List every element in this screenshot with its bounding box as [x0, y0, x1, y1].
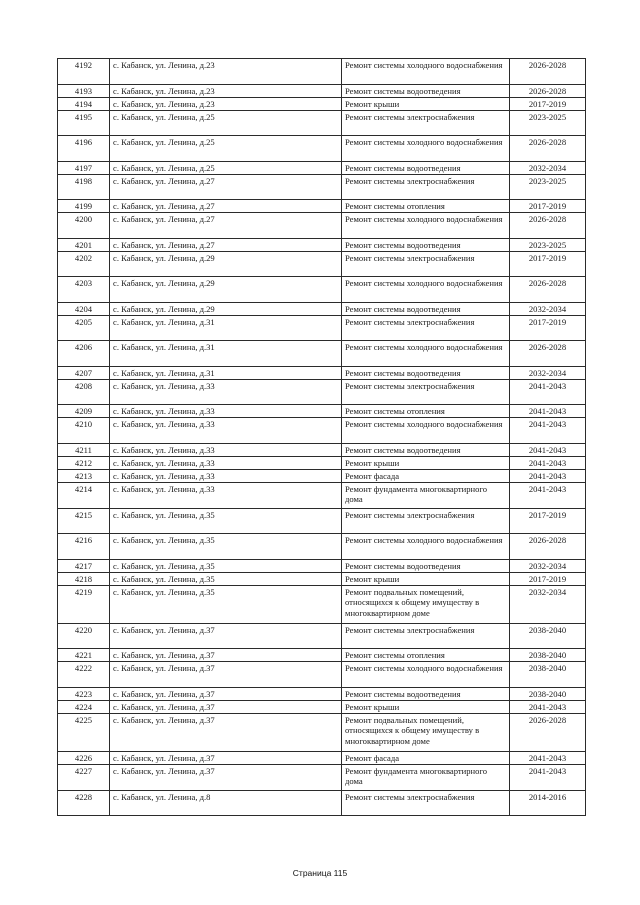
cell-period: 2017-2019 [510, 573, 586, 586]
cell-address: с. Кабанск, ул. Ленина, д.23 [110, 85, 342, 98]
page-footer [0, 868, 640, 878]
cell-address: с. Кабанск, ул. Ленина, д.25 [110, 162, 342, 175]
cell-work-type: Ремонт фундамента многоквартирного дома [342, 765, 510, 791]
cell-number: 4211 [58, 444, 110, 457]
cell-address: с. Кабанск, ул. Ленина, д.31 [110, 316, 342, 341]
cell-work-type: Ремонт крыши [342, 701, 510, 714]
cell-address: с. Кабанск, ул. Ленина, д.29 [110, 277, 342, 303]
cell-address: с. Кабанск, ул. Ленина, д.35 [110, 509, 342, 534]
cell-number: 4209 [58, 405, 110, 418]
cell-number: 4202 [58, 252, 110, 277]
cell-period: 2023-2025 [510, 175, 586, 200]
cell-address: с. Кабанск, ул. Ленина, д.35 [110, 586, 342, 624]
cell-period: 2038-2040 [510, 624, 586, 649]
cell-work-type: Ремонт подвальных помещений, относящихся к общему имуществу в многоквартирном доме [342, 586, 510, 624]
cell-number: 4223 [58, 688, 110, 701]
table-row [58, 662, 586, 688]
cell-work-type: Ремонт системы отопления [342, 649, 510, 662]
table-row [58, 239, 586, 252]
cell-period: 2041-2043 [510, 418, 586, 444]
cell-work-type: Ремонт системы электроснабжения [342, 111, 510, 136]
table-row [58, 752, 586, 765]
cell-address: с. Кабанск, ул. Ленина, д.37 [110, 765, 342, 791]
cell-work-type: Ремонт системы водоотведения [342, 444, 510, 457]
table-row [58, 277, 586, 303]
cell-address: с. Кабанск, ул. Ленина, д.37 [110, 688, 342, 701]
table-row [58, 586, 586, 624]
cell-number: 4198 [58, 175, 110, 200]
cell-period: 2026-2028 [510, 59, 586, 85]
repair-schedule-table [57, 58, 586, 816]
cell-number: 4224 [58, 701, 110, 714]
cell-work-type: Ремонт системы водоотведения [342, 560, 510, 573]
cell-work-type: Ремонт фундамента многоквартирного дома [342, 483, 510, 509]
table-row [58, 98, 586, 111]
table-row [58, 175, 586, 200]
cell-work-type: Ремонт системы холодного водоснабжения [342, 534, 510, 560]
cell-period: 2017-2019 [510, 200, 586, 213]
table-row [58, 765, 586, 791]
cell-work-type: Ремонт системы холодного водоснабжения [342, 213, 510, 239]
cell-work-type: Ремонт системы электроснабжения [342, 509, 510, 534]
cell-address: с. Кабанск, ул. Ленина, д.27 [110, 239, 342, 252]
cell-address: с. Кабанск, ул. Ленина, д.27 [110, 213, 342, 239]
table-row [58, 483, 586, 509]
table-row [58, 560, 586, 573]
cell-number: 4214 [58, 483, 110, 509]
cell-number: 4217 [58, 560, 110, 573]
cell-work-type: Ремонт системы холодного водоснабжения [342, 662, 510, 688]
cell-number: 4196 [58, 136, 110, 162]
cell-number: 4204 [58, 303, 110, 316]
cell-address: с. Кабанск, ул. Ленина, д.31 [110, 341, 342, 367]
cell-period: 2017-2019 [510, 509, 586, 534]
cell-period: 2041-2043 [510, 457, 586, 470]
cell-period: 2041-2043 [510, 380, 586, 405]
cell-work-type: Ремонт системы холодного водоснабжения [342, 341, 510, 367]
table-row [58, 791, 586, 816]
cell-number: 4216 [58, 534, 110, 560]
cell-number: 4203 [58, 277, 110, 303]
cell-period: 2026-2028 [510, 714, 586, 752]
cell-period: 2014-2016 [510, 791, 586, 816]
cell-period: 2026-2028 [510, 277, 586, 303]
cell-period: 2041-2043 [510, 701, 586, 714]
cell-period: 2017-2019 [510, 316, 586, 341]
cell-work-type: Ремонт системы электроснабжения [342, 175, 510, 200]
cell-period: 2032-2034 [510, 367, 586, 380]
cell-address: с. Кабанск, ул. Ленина, д.33 [110, 483, 342, 509]
table-row [58, 85, 586, 98]
cell-address: с. Кабанск, ул. Ленина, д.31 [110, 367, 342, 380]
cell-number: 4199 [58, 200, 110, 213]
cell-period: 2023-2025 [510, 239, 586, 252]
cell-address: с. Кабанск, ул. Ленина, д.8 [110, 791, 342, 816]
table-row [58, 701, 586, 714]
cell-address: с. Кабанск, ул. Ленина, д.25 [110, 136, 342, 162]
table-row [58, 303, 586, 316]
cell-address: с. Кабанск, ул. Ленина, д.23 [110, 98, 342, 111]
cell-address: с. Кабанск, ул. Ленина, д.35 [110, 560, 342, 573]
cell-address: с. Кабанск, ул. Ленина, д.23 [110, 59, 342, 85]
cell-address: с. Кабанск, ул. Ленина, д.37 [110, 701, 342, 714]
cell-work-type: Ремонт системы водоотведения [342, 162, 510, 175]
table-row [58, 509, 586, 534]
cell-number: 4193 [58, 85, 110, 98]
cell-work-type: Ремонт системы водоотведения [342, 688, 510, 701]
cell-period: 2041-2043 [510, 765, 586, 791]
cell-address: с. Кабанск, ул. Ленина, д.33 [110, 405, 342, 418]
table-row [58, 162, 586, 175]
cell-address: с. Кабанск, ул. Ленина, д.37 [110, 624, 342, 649]
cell-number: 4227 [58, 765, 110, 791]
cell-number: 4201 [58, 239, 110, 252]
cell-period: 2032-2034 [510, 162, 586, 175]
cell-address: с. Кабанск, ул. Ленина, д.35 [110, 573, 342, 586]
cell-period: 2032-2034 [510, 303, 586, 316]
table-body [58, 59, 586, 816]
cell-number: 4210 [58, 418, 110, 444]
cell-work-type: Ремонт крыши [342, 573, 510, 586]
cell-address: с. Кабанск, ул. Ленина, д.27 [110, 175, 342, 200]
cell-number: 4228 [58, 791, 110, 816]
cell-address: с. Кабанск, ул. Ленина, д.33 [110, 470, 342, 483]
table-row [58, 136, 586, 162]
cell-number: 4207 [58, 367, 110, 380]
cell-period: 2017-2019 [510, 98, 586, 111]
cell-address: с. Кабанск, ул. Ленина, д.37 [110, 714, 342, 752]
cell-address: с. Кабанск, ул. Ленина, д.25 [110, 111, 342, 136]
cell-work-type: Ремонт фасада [342, 752, 510, 765]
cell-number: 4194 [58, 98, 110, 111]
cell-number: 4221 [58, 649, 110, 662]
cell-number: 4208 [58, 380, 110, 405]
cell-address: с. Кабанск, ул. Ленина, д.33 [110, 418, 342, 444]
cell-work-type: Ремонт системы электроснабжения [342, 791, 510, 816]
cell-period: 2032-2034 [510, 560, 586, 573]
table-row [58, 341, 586, 367]
cell-work-type: Ремонт системы водоотведения [342, 303, 510, 316]
cell-work-type: Ремонт системы отопления [342, 200, 510, 213]
cell-work-type: Ремонт системы электроснабжения [342, 380, 510, 405]
cell-period: 2017-2019 [510, 252, 586, 277]
table-row [58, 649, 586, 662]
cell-address: с. Кабанск, ул. Ленина, д.29 [110, 252, 342, 277]
cell-number: 4220 [58, 624, 110, 649]
cell-address: с. Кабанск, ул. Ленина, д.33 [110, 380, 342, 405]
cell-address: с. Кабанск, ул. Ленина, д.35 [110, 534, 342, 560]
cell-work-type: Ремонт подвальных помещений, относящихся к общему имуществу в многоквартирном доме [342, 714, 510, 752]
cell-period: 2026-2028 [510, 534, 586, 560]
cell-period: 2041-2043 [510, 405, 586, 418]
table-row [58, 573, 586, 586]
cell-work-type: Ремонт системы водоотведения [342, 239, 510, 252]
cell-number: 4219 [58, 586, 110, 624]
cell-period: 2041-2043 [510, 444, 586, 457]
cell-period: 2041-2043 [510, 483, 586, 509]
table-row [58, 380, 586, 405]
cell-work-type: Ремонт системы водоотведения [342, 85, 510, 98]
table-row [58, 59, 586, 85]
cell-number: 4200 [58, 213, 110, 239]
table-row [58, 200, 586, 213]
cell-work-type: Ремонт фасада [342, 470, 510, 483]
cell-number: 4225 [58, 714, 110, 752]
cell-work-type: Ремонт системы электроснабжения [342, 252, 510, 277]
cell-number: 4226 [58, 752, 110, 765]
table-row [58, 444, 586, 457]
cell-work-type: Ремонт системы электроснабжения [342, 624, 510, 649]
cell-address: с. Кабанск, ул. Ленина, д.37 [110, 649, 342, 662]
cell-work-type: Ремонт системы электроснабжения [342, 316, 510, 341]
cell-work-type: Ремонт крыши [342, 98, 510, 111]
cell-address: с. Кабанск, ул. Ленина, д.33 [110, 444, 342, 457]
table-row [58, 367, 586, 380]
cell-number: 4218 [58, 573, 110, 586]
cell-number: 4222 [58, 662, 110, 688]
table-row [58, 457, 586, 470]
table-row [58, 534, 586, 560]
page-number-label: Страница 115 [292, 868, 348, 878]
cell-period: 2026-2028 [510, 136, 586, 162]
cell-period: 2038-2040 [510, 688, 586, 701]
cell-number: 4213 [58, 470, 110, 483]
table-row [58, 213, 586, 239]
cell-number: 4205 [58, 316, 110, 341]
cell-work-type: Ремонт системы холодного водоснабжения [342, 59, 510, 85]
cell-number: 4197 [58, 162, 110, 175]
cell-period: 2023-2025 [510, 111, 586, 136]
cell-period: 2026-2028 [510, 341, 586, 367]
cell-number: 4206 [58, 341, 110, 367]
cell-number: 4212 [58, 457, 110, 470]
table-row [58, 316, 586, 341]
cell-address: с. Кабанск, ул. Ленина, д.29 [110, 303, 342, 316]
table-row [58, 111, 586, 136]
cell-period: 2032-2034 [510, 586, 586, 624]
cell-address: с. Кабанск, ул. Ленина, д.37 [110, 752, 342, 765]
table-row [58, 418, 586, 444]
table-row [58, 624, 586, 649]
cell-period: 2026-2028 [510, 85, 586, 98]
cell-period: 2041-2043 [510, 470, 586, 483]
table-row [58, 405, 586, 418]
cell-number: 4215 [58, 509, 110, 534]
cell-number: 4192 [58, 59, 110, 85]
table-row [58, 714, 586, 752]
table-row [58, 252, 586, 277]
table-row [58, 688, 586, 701]
cell-work-type: Ремонт крыши [342, 457, 510, 470]
cell-address: с. Кабанск, ул. Ленина, д.33 [110, 457, 342, 470]
table-row [58, 470, 586, 483]
cell-address: с. Кабанск, ул. Ленина, д.27 [110, 200, 342, 213]
cell-period: 2038-2040 [510, 662, 586, 688]
cell-work-type: Ремонт системы холодного водоснабжения [342, 136, 510, 162]
cell-address: с. Кабанск, ул. Ленина, д.37 [110, 662, 342, 688]
cell-period: 2041-2043 [510, 752, 586, 765]
cell-number: 4195 [58, 111, 110, 136]
cell-work-type: Ремонт системы холодного водоснабжения [342, 418, 510, 444]
cell-period: 2026-2028 [510, 213, 586, 239]
cell-work-type: Ремонт системы отопления [342, 405, 510, 418]
cell-work-type: Ремонт системы холодного водоснабжения [342, 277, 510, 303]
cell-work-type: Ремонт системы водоотведения [342, 367, 510, 380]
cell-period: 2038-2040 [510, 649, 586, 662]
